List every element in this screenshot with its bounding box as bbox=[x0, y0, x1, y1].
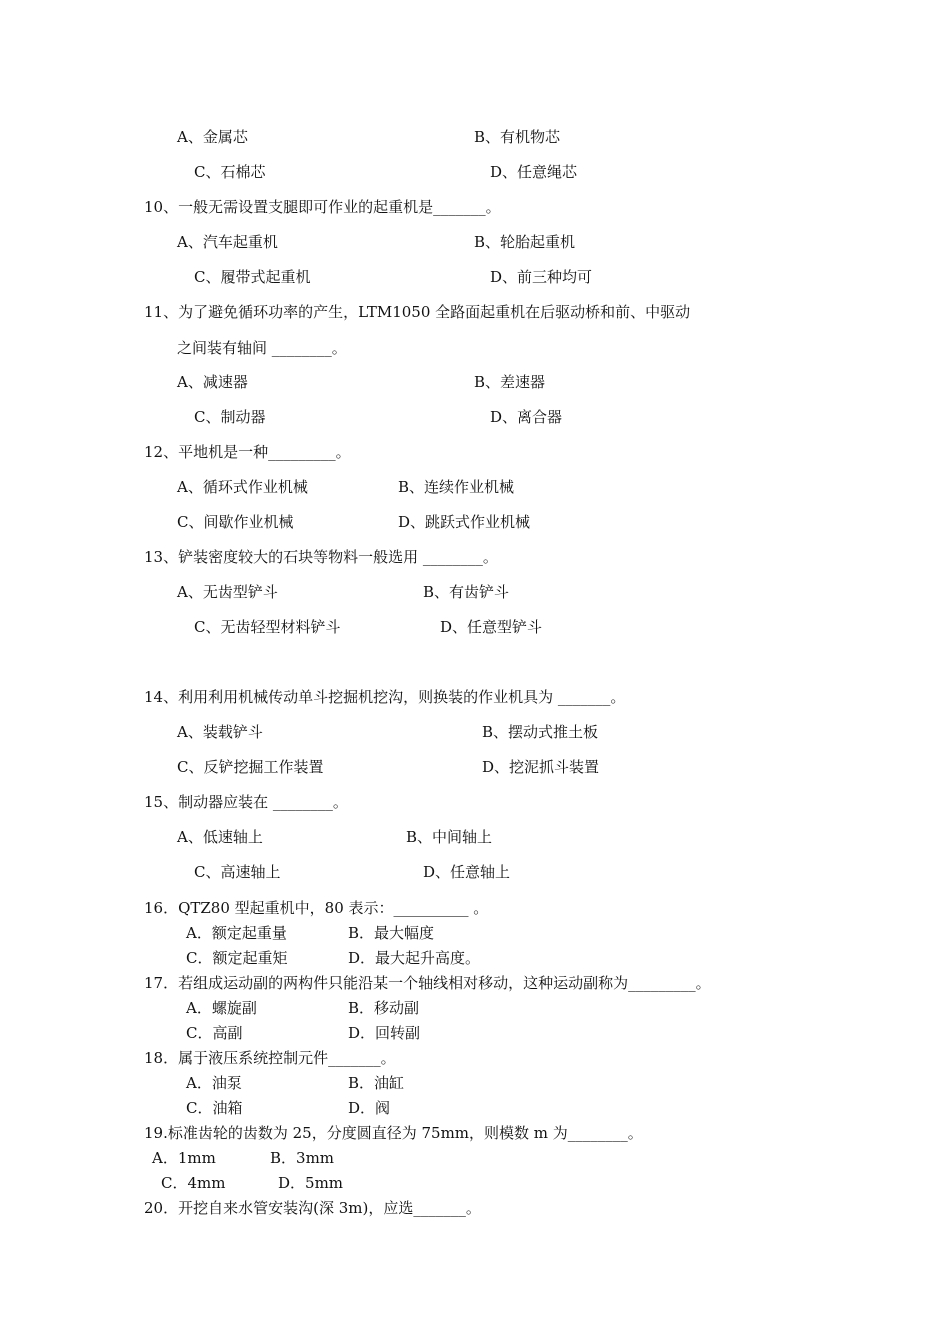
q10-option-d: D、前三种均可 bbox=[490, 268, 593, 286]
q17-stem: 17．若组成运动副的两构件只能沿某一个轴线相对移动，这种运动副称为_________。 bbox=[144, 974, 711, 992]
q11-stem: 11、为了避免循环功率的产生，LTM1050 全路面起重机在后驱动桥和前、中驱动 bbox=[144, 303, 691, 321]
q17-option-c: C．高副 bbox=[186, 1024, 243, 1042]
q11-option-a: A、减速器 bbox=[177, 373, 248, 391]
q19-stem: 19.标准齿轮的齿数为 25，分度圆直径为 75mm，则模数 m 为________。 bbox=[144, 1124, 643, 1142]
q9-option-b: B、有机物芯 bbox=[474, 128, 561, 146]
q14-option-d: D、挖泥抓斗装置 bbox=[482, 758, 600, 776]
q14-option-c: C、反铲挖掘工作装置 bbox=[177, 758, 324, 776]
q10-option-c: C、履带式起重机 bbox=[194, 268, 311, 286]
q16-option-b: B．最大幅度 bbox=[348, 924, 435, 942]
q12-option-a: A、循环式作业机械 bbox=[177, 478, 308, 496]
q15-option-b: B、中间轴上 bbox=[406, 828, 493, 846]
q12-option-b: B、连续作业机械 bbox=[398, 478, 515, 496]
q14-option-b: B、摆动式推土板 bbox=[482, 723, 599, 741]
q19-option-d: D．5mm bbox=[278, 1174, 344, 1192]
q19-option-a: A．1mm bbox=[152, 1149, 216, 1167]
q13-option-c: C、无齿轻型材料铲斗 bbox=[194, 618, 341, 636]
q13-option-d: D、任意型铲斗 bbox=[440, 618, 543, 636]
q14-stem: 14、利用利用机械传动单斗挖掘机挖沟，则换装的作业机具为 _______。 bbox=[144, 688, 626, 706]
q9-option-d: D、任意绳芯 bbox=[490, 163, 578, 181]
q15-option-d: D、任意轴上 bbox=[423, 863, 511, 881]
q17-option-b: B．移动副 bbox=[348, 999, 420, 1017]
q18-option-d: D．阀 bbox=[348, 1099, 391, 1117]
q11-option-b: B、差速器 bbox=[474, 373, 546, 391]
q10-option-b: B、轮胎起重机 bbox=[474, 233, 576, 251]
q16-stem: 16．QTZ80 型起重机中，80 表示：__________ 。 bbox=[144, 899, 489, 917]
q12-option-c: C、间歇作业机械 bbox=[177, 513, 294, 531]
q15-option-a: A、低速轴上 bbox=[177, 828, 263, 846]
q10-stem: 10、一般无需设置支腿即可作业的起重机是_______。 bbox=[144, 198, 501, 216]
q16-option-d: D．最大起升高度。 bbox=[348, 949, 481, 967]
q10-option-a: A、汽车起重机 bbox=[177, 233, 278, 251]
q13-stem: 13、铲装密度较大的石块等物料一般选用 ________。 bbox=[144, 548, 498, 566]
q19-option-b: B．3mm bbox=[270, 1149, 335, 1167]
q18-option-b: B．油缸 bbox=[348, 1074, 405, 1092]
q11-option-d: D、离合器 bbox=[490, 408, 563, 426]
q18-stem: 18．属于液压系统控制元件_______。 bbox=[144, 1049, 396, 1067]
q16-option-c: C．额定起重矩 bbox=[186, 949, 288, 967]
q9-option-a: A、金属芯 bbox=[177, 128, 248, 146]
q11-stem-continued: 之间装有轴间 ________。 bbox=[177, 339, 347, 357]
q19-option-c: C．4mm bbox=[161, 1174, 226, 1192]
q13-option-a: A、无齿型铲斗 bbox=[177, 583, 278, 601]
q15-option-c: C、高速轴上 bbox=[194, 863, 281, 881]
q12-stem: 12、平地机是一种_________。 bbox=[144, 443, 351, 461]
q18-option-c: C．油箱 bbox=[186, 1099, 243, 1117]
q17-option-d: D．回转副 bbox=[348, 1024, 421, 1042]
q9-option-c: C、石棉芯 bbox=[194, 163, 266, 181]
q18-option-a: A．油泵 bbox=[186, 1074, 242, 1092]
q17-option-a: A．螺旋副 bbox=[186, 999, 257, 1017]
q13-option-b: B、有齿铲斗 bbox=[423, 583, 510, 601]
q16-option-a: A．额定起重量 bbox=[186, 924, 287, 942]
q15-stem: 15、制动器应装在 ________。 bbox=[144, 793, 348, 811]
q12-option-d: D、跳跃式作业机械 bbox=[398, 513, 531, 531]
q11-option-c: C、制动器 bbox=[194, 408, 266, 426]
q20-stem: 20．开挖自来水管安装沟(深 3m)，应选_______。 bbox=[144, 1199, 481, 1217]
q14-option-a: A、装载铲斗 bbox=[177, 723, 263, 741]
